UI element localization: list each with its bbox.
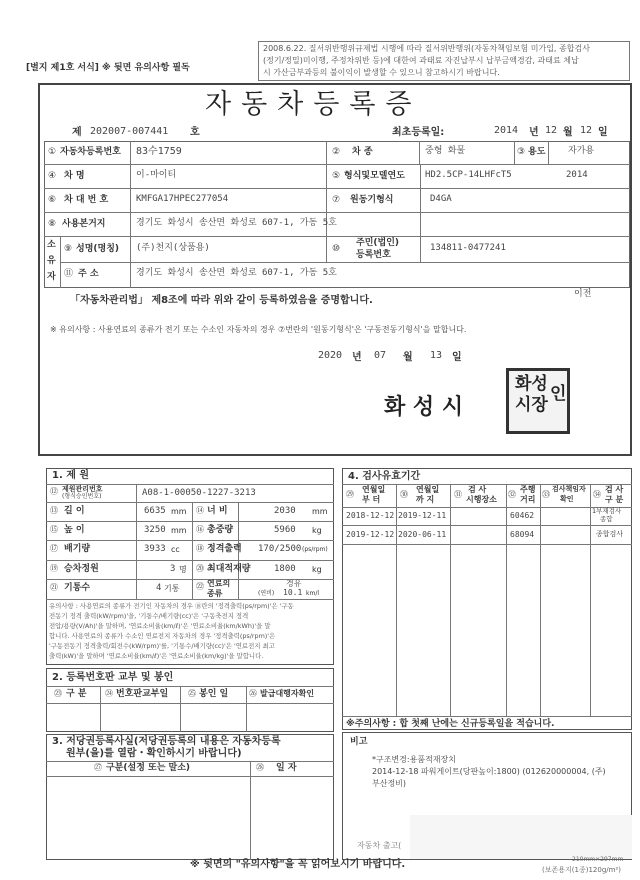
prev-text: 이전	[574, 289, 592, 299]
plate-col-kind: 구 분	[66, 689, 87, 699]
eff-unit: km/l	[306, 590, 320, 597]
load-value: 1800	[274, 564, 296, 574]
fuel-label-2: 종류	[207, 589, 223, 598]
engine-type-label: 원동기형식	[350, 195, 394, 205]
plate-col-agent: 발급대행자확인	[260, 689, 315, 698]
base-label: 사용본거지	[62, 219, 106, 229]
remarks-label: 비고	[350, 737, 368, 747]
insp-row1-from: 2018-12-12	[346, 511, 395, 520]
mortgage-num-27: ㉗	[94, 763, 102, 772]
mortgage-col-kind: 구분(설정 또는 말소)	[106, 763, 191, 773]
vehicle-name-label: 차 명	[64, 171, 85, 181]
eff-value: 10.1	[283, 588, 303, 597]
insp-num-32: ㉜	[508, 490, 516, 499]
spec-num-20: ⑳	[196, 564, 204, 573]
plate-title: 2. 등록번호판 교부 및 봉인	[52, 672, 174, 683]
reg-number-label: 자동차등록번호	[60, 147, 121, 157]
id-value: 134811-0477241	[430, 243, 506, 253]
issuer-name: 화 성 시	[384, 394, 464, 420]
first-reg-year: 2014	[494, 125, 519, 136]
disp-unit: cc	[171, 545, 180, 554]
faded-area	[410, 815, 632, 859]
seat-label: 승차정원	[64, 564, 99, 574]
plate-num-24: ㉔	[105, 689, 113, 698]
reg-no-label: 제	[72, 127, 82, 138]
insp-num-29: ㉙	[346, 490, 354, 499]
disp-value: 3933	[144, 544, 166, 554]
owner-name-label: 성명(명칭)	[76, 244, 120, 254]
insp-row1-km: 60462	[510, 511, 535, 520]
spec-note-3: 전압/용량(V/Ah)'을 말하며, '연료소비율(km/ℓ)'은 '연료소비율(km/kWh)'을 말	[49, 622, 271, 630]
reg-no-suffix: 호	[190, 127, 200, 138]
insp-col-place-2: 시행장소	[466, 495, 497, 504]
mortgage-col-date: 일 자	[276, 763, 297, 773]
width-value: 2030	[274, 506, 296, 516]
power-label: 정격출력	[207, 544, 242, 554]
cyl-value: 4	[156, 583, 162, 593]
vin-value: KMFGA17HPEC277054	[136, 194, 229, 204]
seat-value: 3	[170, 564, 176, 574]
first-reg-day: 12	[580, 125, 593, 136]
address-label: 주 소	[78, 269, 99, 279]
engine-type-value: D4GA	[430, 194, 452, 204]
spec-num-14: ⑭	[196, 506, 204, 515]
width-unit: mm	[312, 507, 328, 516]
cyl-label: 기통수	[64, 583, 91, 593]
insp-num-30: ㉚	[400, 490, 408, 499]
spec-num-13: ⑬	[50, 506, 58, 515]
field-num-10: ⑩	[332, 244, 341, 254]
certify-text: 「자동차관리법」 제8조에 따라 위와 같이 등록하였음을 증명합니다.	[70, 295, 373, 306]
field-num-8: ⑧	[48, 219, 57, 229]
fuel-value: 경유	[286, 579, 302, 588]
vehicle-name-value: 이-마이티	[136, 170, 177, 180]
length-label: 길 이	[64, 506, 85, 516]
field-num-7: ⑦	[332, 195, 341, 205]
insp-row1-kind: 1부재검사	[592, 507, 622, 515]
spec-note-4: 합니다. 사용연료의 종류가 수소인 연료전지 자동차의 경우 '정격출력(ps/rpm)'은	[49, 632, 276, 640]
field-num-4: ④	[48, 171, 57, 181]
first-reg-label: 최초등록일:	[392, 127, 445, 138]
insp-col-kind-2: 구 분	[605, 495, 624, 504]
spec-note-2: 전동기 정격 출력(kW/rpm)'을, '기통수/배기량(cc)'은 '구동축전지 정격	[49, 612, 249, 620]
load-unit: kg	[312, 565, 322, 574]
insp-col-check-2: 확인	[560, 495, 574, 503]
paper-type: (보존용지(1종)120g/m²)	[542, 866, 621, 874]
eff-label: (연비)	[258, 590, 275, 597]
first-reg-day-unit: 일	[598, 127, 608, 138]
notice-line-2: (정기/정밀)미이행, 주정차위반 등)에 대한여 과태료 자진납부시 납부금액경감, 과태료 체납	[263, 56, 579, 65]
issue-year: 2020	[318, 350, 343, 361]
insp-row2-kind: 종합검사	[596, 530, 624, 538]
truncated-text: 자동차 출고(	[357, 841, 402, 850]
length-value: 6635	[144, 506, 166, 516]
reg-number-value: 83수1759	[136, 146, 182, 157]
approval-value: A08-1-00050-1227-3213	[142, 488, 256, 498]
gross-value: 5960	[274, 525, 296, 535]
height-unit: mm	[171, 526, 187, 535]
power-unit: (ps/rpm)	[302, 546, 328, 553]
notice-line-1: 2008.6.22. 질서위반행위규제법 시행에 따라 질서위반행위(자동차책임보험 미가입, 종합검사	[263, 44, 590, 53]
gross-label: 총중량	[207, 525, 234, 535]
id-label-1: 주민(법인)	[356, 238, 400, 248]
insp-row1-to: 2019-12-11	[398, 511, 447, 520]
insp-col-from-2: 부 터	[362, 495, 381, 504]
approval-label: 제원관리번호	[62, 485, 103, 493]
inspection-footnote: ※주의사항 : 합 첫째 난에는 신규등록일을 적습니다.	[346, 719, 555, 729]
first-reg-month: 12	[545, 125, 558, 136]
disp-label: 배기량	[64, 544, 91, 554]
remarks-line-1: *구조변경:용품적재장치	[372, 755, 456, 764]
field-num-1: ①	[48, 147, 57, 157]
spec-num-17: ⑰	[50, 544, 58, 553]
id-label-2: 등록번호	[356, 250, 391, 260]
field-num-2: ②	[332, 147, 341, 157]
field-num-9: ⑨	[64, 244, 73, 254]
base-value: 경기도 화성시 송산면 화성로 607-1, 가동 5호	[136, 218, 337, 228]
field-num-6: ⑥	[48, 195, 57, 205]
insp-col-check-1: 검사책임자	[552, 485, 586, 493]
owner-side-2: 유	[47, 256, 56, 266]
owner-side-1: 소	[47, 240, 56, 250]
spec-note-5: '구동전동기 정격출력/회전수(kW/rpm)'를, '기통수/배기량(cc)'은 '연료전지 최고	[49, 642, 275, 650]
plate-col-seal: 봉인 일	[199, 689, 229, 699]
insp-col-km-1: 주행	[520, 485, 536, 494]
insp-col-to-1: 연월일	[416, 485, 440, 494]
issue-month-unit: 월	[403, 352, 413, 363]
specs-title: 1. 제 원	[52, 470, 90, 481]
owner-name-value: (주)천지(상품용)	[136, 243, 210, 253]
model-value: HD2.5CP-14LHFcT5	[425, 170, 512, 180]
remarks-line-2: 2014-12-18 파워게이트(당판높이:1800) (012620000004, (주)	[372, 767, 606, 776]
insp-row1-kind-2: 종합	[600, 515, 613, 523]
model-label: 형식및모델연도	[344, 171, 405, 181]
spec-note-6: 출력(kW)'을 말하며 '연료소비율(km/ℓ)'은 '연료소비율(km/kg)'을 말합니다.	[49, 652, 264, 660]
first-reg-year-unit: 년	[529, 127, 539, 138]
power-value: 170/2500	[258, 544, 302, 554]
document-title: 자동차등록증	[205, 89, 422, 120]
remarks-line-3: 부산정비)	[372, 779, 407, 788]
form-label: [별지 제1호 서식] ※ 뒷면 유의사항 필독	[26, 63, 190, 73]
plate-num-26: ㉖	[249, 689, 257, 698]
vehicle-type-label: 차 종	[352, 147, 373, 157]
spec-num-18: ⑱	[196, 544, 204, 553]
footer-reminder: ※ 뒷면의 "유의사항"을 꼭 읽어보시기 바랍니다.	[190, 859, 406, 870]
insp-num-34: ㉞	[593, 490, 601, 499]
notice-box	[258, 41, 630, 81]
field-num-5: ⑤	[332, 171, 341, 181]
plate-col-issued: 번호판교부일	[116, 689, 169, 699]
inspection-title: 4. 검사유효기간	[348, 471, 421, 482]
model-year-value: 2014	[566, 170, 588, 180]
insp-col-to-2: 까 지	[416, 495, 435, 504]
insp-col-km-2: 거리	[520, 495, 536, 504]
notice-line-3: 시 가산금부과등의 불이익이 발생할 수 있으니 참고하시기 바랍니다.	[263, 68, 500, 77]
paper-size: 210mm×297mm	[572, 856, 624, 863]
height-value: 3250	[144, 525, 166, 535]
spec-num-12: ⑫	[50, 487, 58, 496]
fuel-label: 연료의	[207, 579, 231, 588]
insp-col-from-1: 연월일	[362, 485, 386, 494]
load-label: 최대적재량	[207, 564, 251, 574]
gross-unit: kg	[312, 526, 322, 535]
insp-num-33: ㉝	[542, 490, 550, 499]
spec-num-16: ⑯	[196, 525, 204, 534]
address-value: 경기도 화성시 송산면 화성로 607-1, 가동 5호	[136, 268, 337, 278]
height-label: 높 이	[64, 525, 85, 535]
insp-num-31: ㉛	[454, 490, 462, 499]
issue-day: 13	[430, 350, 443, 361]
insp-col-kind-1: 검 사	[605, 485, 624, 494]
field-num-3: ③	[517, 147, 526, 157]
vehicle-type-value: 중형 화물	[425, 146, 466, 156]
plate-num-25: ㉕	[188, 689, 196, 698]
spec-num-22: ㉒	[196, 582, 204, 591]
spec-num-21: ㉑	[50, 583, 58, 592]
insp-row2-to: 2020-06-11	[398, 530, 447, 539]
use-value: 자가용	[568, 146, 595, 156]
issue-year-unit: 년	[352, 352, 362, 363]
first-reg-month-unit: 월	[563, 127, 573, 138]
mortgage-title-2: 원부(을)를 열람・확인하시기 바랍니다)	[66, 748, 242, 759]
spec-note-1: 유의사항 : 사용연료의 종류가 전기인 자동차의 경우 ⑱란의 '정격출력(ps/rpm)'은 '구동	[49, 602, 294, 610]
mortgage-title-1: 3. 저당권등록사실(저당권등록의 내용은 자동차등록	[52, 736, 281, 747]
width-label: 너 비	[207, 506, 228, 516]
approval-label-2: (형식승인번호)	[62, 493, 102, 500]
owner-side-3: 자	[47, 272, 56, 282]
spec-num-19: ⑲	[50, 564, 58, 573]
seat-unit: 명	[179, 565, 187, 574]
reg-no-value: 202007-007441	[90, 126, 169, 137]
field-num-11: ⑪	[64, 269, 74, 279]
issue-day-unit: 일	[452, 352, 462, 363]
insp-col-place-1: 검 사	[468, 485, 487, 494]
insp-row2-from: 2019-12-12	[346, 530, 395, 539]
issue-month: 07	[374, 350, 387, 361]
vin-label: 차 대 번 호	[64, 195, 109, 205]
insp-row2-km: 68094	[510, 530, 535, 539]
mortgage-num-28: ㉘	[256, 763, 264, 772]
fuel-note: ※ 유의사항 : 사용연료의 종류가 전기 또는 수소인 자동차의 경우 ⑦번란의 '원동기형식'은 '구동전동기형식'을 말합니다.	[50, 325, 467, 334]
length-unit: mm	[171, 507, 187, 516]
official-seal: 화성 시장 인	[506, 368, 570, 434]
cyl-unit: 기통	[164, 584, 180, 593]
spec-num-15: ⑮	[50, 525, 58, 534]
use-label: 용도	[528, 147, 546, 157]
plate-num-23: ㉓	[54, 689, 62, 698]
